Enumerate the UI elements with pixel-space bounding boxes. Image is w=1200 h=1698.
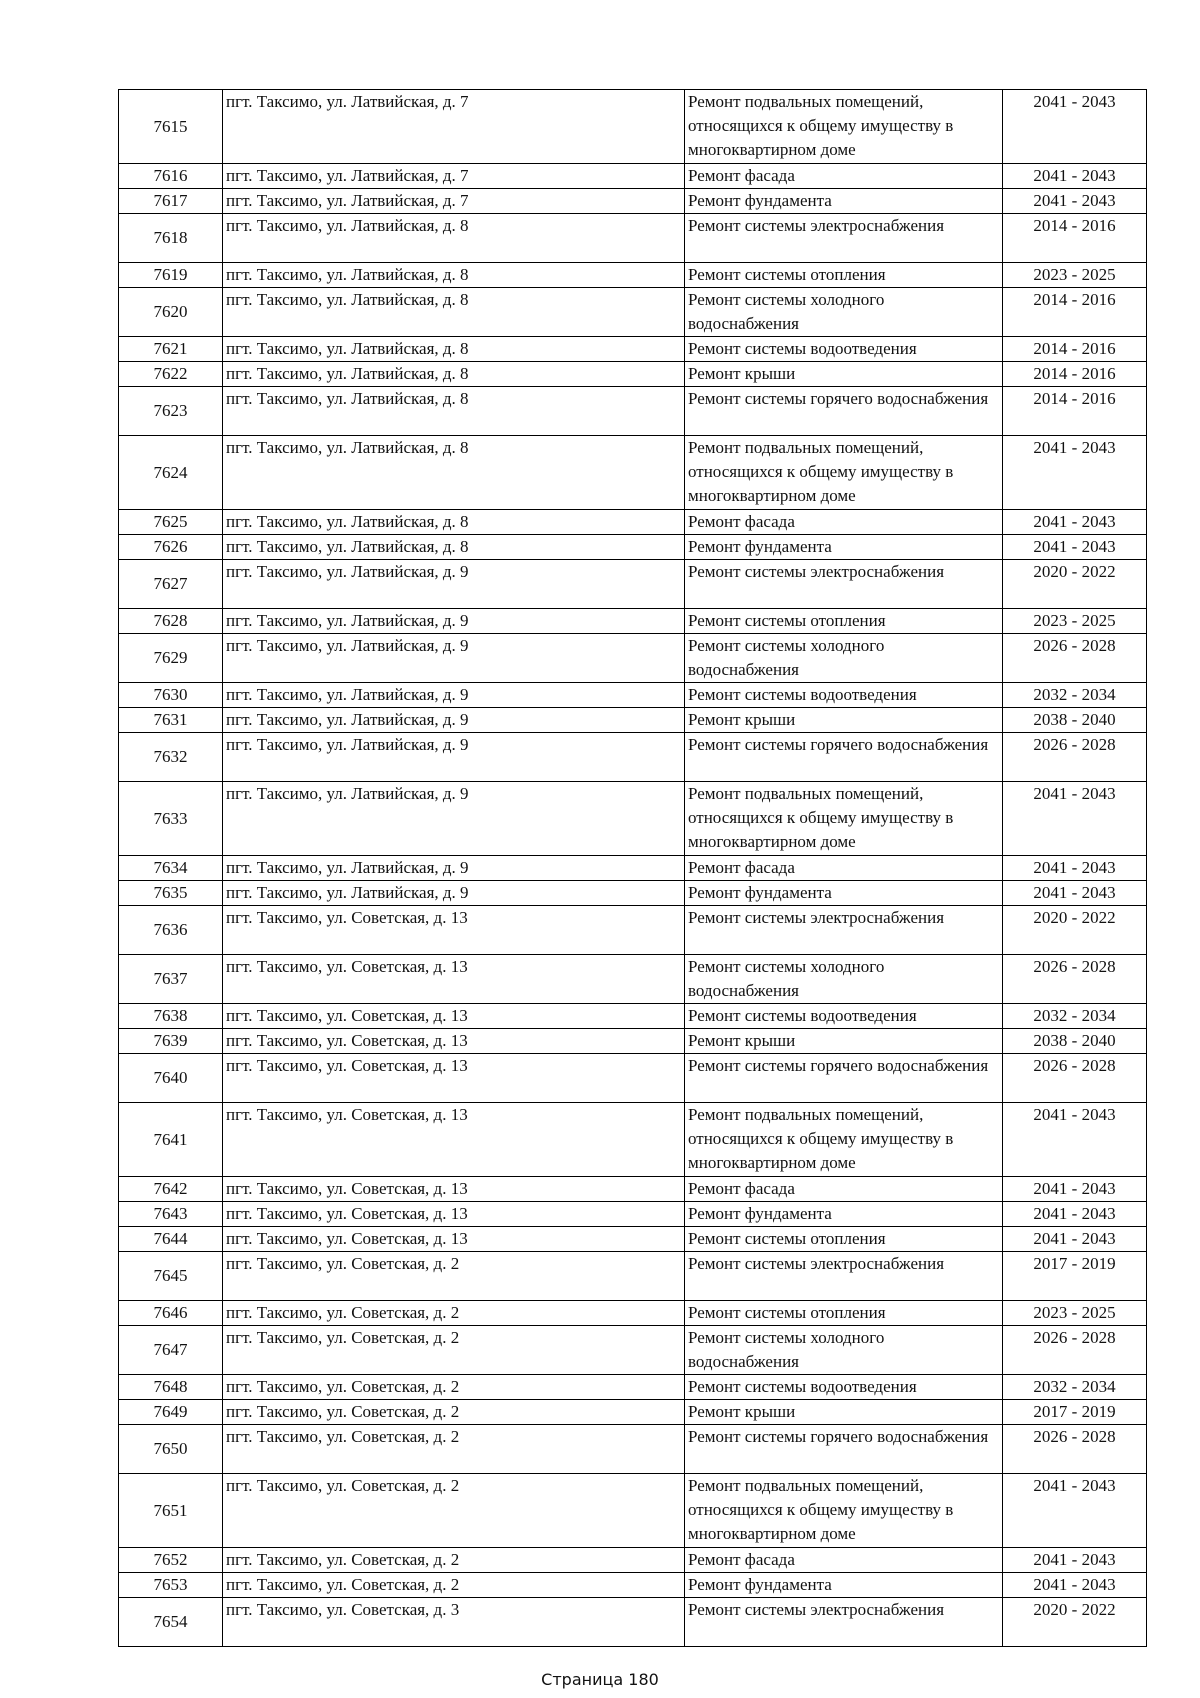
table-row bbox=[119, 856, 1147, 881]
row-number-cell: 7652 bbox=[119, 1548, 223, 1573]
period-cell: 2032 - 2034 bbox=[1003, 683, 1147, 708]
work-type-cell: Ремонт фундамента bbox=[685, 1573, 1003, 1598]
address-cell: пгт. Таксимо, ул. Латвийская, д. 8 bbox=[223, 535, 685, 560]
work-type-cell: Ремонт системы холодного водоснабжения bbox=[685, 634, 1003, 683]
period-cell: 2041 - 2043 bbox=[1003, 436, 1147, 510]
period-cell: 2017 - 2019 bbox=[1003, 1252, 1147, 1301]
period-cell: 2041 - 2043 bbox=[1003, 164, 1147, 189]
table-row bbox=[119, 362, 1147, 387]
address-cell: пгт. Таксимо, ул. Советская, д. 2 bbox=[223, 1400, 685, 1425]
address-cell: пгт. Таксимо, ул. Советская, д. 2 bbox=[223, 1425, 685, 1474]
period-cell: 2014 - 2016 bbox=[1003, 387, 1147, 436]
table-row bbox=[119, 288, 1147, 337]
row-number-cell: 7616 bbox=[119, 164, 223, 189]
period-cell: 2017 - 2019 bbox=[1003, 1400, 1147, 1425]
row-number-cell: 7637 bbox=[119, 955, 223, 1004]
table-row bbox=[119, 1474, 1147, 1548]
work-type-cell: Ремонт системы электроснабжения bbox=[685, 560, 1003, 609]
work-type-cell: Ремонт подвальных помещений, относящихся к общему имуществу в многоквартирном доме bbox=[685, 782, 1003, 856]
address-cell: пгт. Таксимо, ул. Латвийская, д. 7 bbox=[223, 189, 685, 214]
row-number-cell: 7635 bbox=[119, 881, 223, 906]
work-type-cell: Ремонт системы холодного водоснабжения bbox=[685, 288, 1003, 337]
period-cell: 2041 - 2043 bbox=[1003, 189, 1147, 214]
table-row bbox=[119, 708, 1147, 733]
work-type-cell: Ремонт подвальных помещений, относящихся к общему имуществу в многоквартирном доме bbox=[685, 1474, 1003, 1548]
table-row bbox=[119, 510, 1147, 535]
address-cell: пгт. Таксимо, ул. Советская, д. 2 bbox=[223, 1326, 685, 1375]
work-type-cell: Ремонт системы горячего водоснабжения bbox=[685, 387, 1003, 436]
address-cell: пгт. Таксимо, ул. Латвийская, д. 8 bbox=[223, 288, 685, 337]
work-type-cell: Ремонт фундамента bbox=[685, 189, 1003, 214]
work-type-cell: Ремонт фасада bbox=[685, 510, 1003, 535]
table-row bbox=[119, 1029, 1147, 1054]
row-number-cell: 7624 bbox=[119, 436, 223, 510]
period-cell: 2023 - 2025 bbox=[1003, 1301, 1147, 1326]
address-cell: пгт. Таксимо, ул. Латвийская, д. 8 bbox=[223, 337, 685, 362]
address-cell: пгт. Таксимо, ул. Советская, д. 2 bbox=[223, 1548, 685, 1573]
address-cell: пгт. Таксимо, ул. Советская, д. 13 bbox=[223, 1202, 685, 1227]
row-number-cell: 7645 bbox=[119, 1252, 223, 1301]
row-number-cell: 7630 bbox=[119, 683, 223, 708]
address-cell: пгт. Таксимо, ул. Советская, д. 13 bbox=[223, 1177, 685, 1202]
row-number-cell: 7639 bbox=[119, 1029, 223, 1054]
table-row bbox=[119, 683, 1147, 708]
table-row bbox=[119, 1573, 1147, 1598]
table-row bbox=[119, 906, 1147, 955]
table-row bbox=[119, 782, 1147, 856]
row-number-cell: 7629 bbox=[119, 634, 223, 683]
table-row bbox=[119, 189, 1147, 214]
period-cell: 2038 - 2040 bbox=[1003, 708, 1147, 733]
row-number-cell: 7632 bbox=[119, 733, 223, 782]
work-type-cell: Ремонт системы горячего водоснабжения bbox=[685, 733, 1003, 782]
address-cell: пгт. Таксимо, ул. Советская, д. 13 bbox=[223, 1103, 685, 1177]
row-number-cell: 7640 bbox=[119, 1054, 223, 1103]
period-cell: 2020 - 2022 bbox=[1003, 560, 1147, 609]
row-number-cell: 7638 bbox=[119, 1004, 223, 1029]
period-cell: 2041 - 2043 bbox=[1003, 1177, 1147, 1202]
address-cell: пгт. Таксимо, ул. Латвийская, д. 8 bbox=[223, 510, 685, 535]
address-cell: пгт. Таксимо, ул. Латвийская, д. 7 bbox=[223, 90, 685, 164]
period-cell: 2032 - 2034 bbox=[1003, 1004, 1147, 1029]
address-cell: пгт. Таксимо, ул. Советская, д. 2 bbox=[223, 1301, 685, 1326]
address-cell: пгт. Таксимо, ул. Советская, д. 13 bbox=[223, 1004, 685, 1029]
address-cell: пгт. Таксимо, ул. Латвийская, д. 9 bbox=[223, 733, 685, 782]
period-cell: 2041 - 2043 bbox=[1003, 510, 1147, 535]
address-cell: пгт. Таксимо, ул. Латвийская, д. 9 bbox=[223, 881, 685, 906]
table-row bbox=[119, 263, 1147, 288]
address-cell: пгт. Таксимо, ул. Латвийская, д. 9 bbox=[223, 634, 685, 683]
table-row bbox=[119, 337, 1147, 362]
table-row bbox=[119, 634, 1147, 683]
work-type-cell: Ремонт подвальных помещений, относящихся к общему имуществу в многоквартирном доме bbox=[685, 90, 1003, 164]
row-number-cell: 7623 bbox=[119, 387, 223, 436]
period-cell: 2020 - 2022 bbox=[1003, 1598, 1147, 1647]
row-number-cell: 7615 bbox=[119, 90, 223, 164]
address-cell: пгт. Таксимо, ул. Советская, д. 2 bbox=[223, 1252, 685, 1301]
row-number-cell: 7642 bbox=[119, 1177, 223, 1202]
work-type-cell: Ремонт системы электроснабжения bbox=[685, 1598, 1003, 1647]
row-number-cell: 7628 bbox=[119, 609, 223, 634]
row-number-cell: 7644 bbox=[119, 1227, 223, 1252]
row-number-cell: 7620 bbox=[119, 288, 223, 337]
period-cell: 2026 - 2028 bbox=[1003, 955, 1147, 1004]
address-cell: пгт. Таксимо, ул. Латвийская, д. 9 bbox=[223, 560, 685, 609]
work-type-cell: Ремонт фундамента bbox=[685, 881, 1003, 906]
address-cell: пгт. Таксимо, ул. Латвийская, д. 8 bbox=[223, 263, 685, 288]
period-cell: 2041 - 2043 bbox=[1003, 1227, 1147, 1252]
period-cell: 2026 - 2028 bbox=[1003, 733, 1147, 782]
work-type-cell: Ремонт фасада bbox=[685, 856, 1003, 881]
address-cell: пгт. Таксимо, ул. Латвийская, д. 8 bbox=[223, 387, 685, 436]
period-cell: 2014 - 2016 bbox=[1003, 288, 1147, 337]
row-number-cell: 7654 bbox=[119, 1598, 223, 1647]
period-cell: 2041 - 2043 bbox=[1003, 1202, 1147, 1227]
table-row bbox=[119, 164, 1147, 189]
period-cell: 2014 - 2016 bbox=[1003, 337, 1147, 362]
table-row bbox=[119, 881, 1147, 906]
row-number-cell: 7617 bbox=[119, 189, 223, 214]
work-type-cell: Ремонт системы водоотведения bbox=[685, 1004, 1003, 1029]
address-cell: пгт. Таксимо, ул. Советская, д. 13 bbox=[223, 1227, 685, 1252]
address-cell: пгт. Таксимо, ул. Советская, д. 2 bbox=[223, 1573, 685, 1598]
table-row bbox=[119, 955, 1147, 1004]
address-cell: пгт. Таксимо, ул. Латвийская, д. 9 bbox=[223, 708, 685, 733]
table-row bbox=[119, 1400, 1147, 1425]
table-row bbox=[119, 1301, 1147, 1326]
table-row bbox=[119, 1054, 1147, 1103]
work-type-cell: Ремонт фасада bbox=[685, 1177, 1003, 1202]
work-type-cell: Ремонт подвальных помещений, относящихся к общему имуществу в многоквартирном доме bbox=[685, 1103, 1003, 1177]
capital-repair-table bbox=[118, 89, 1147, 1647]
address-cell: пгт. Таксимо, ул. Латвийская, д. 9 bbox=[223, 782, 685, 856]
period-cell: 2026 - 2028 bbox=[1003, 634, 1147, 683]
table-row bbox=[119, 1177, 1147, 1202]
work-type-cell: Ремонт системы горячего водоснабжения bbox=[685, 1425, 1003, 1474]
table-row bbox=[119, 1548, 1147, 1573]
work-type-cell: Ремонт системы отопления bbox=[685, 1227, 1003, 1252]
work-type-cell: Ремонт системы электроснабжения bbox=[685, 214, 1003, 263]
table-row bbox=[119, 1598, 1147, 1647]
period-cell: 2014 - 2016 bbox=[1003, 214, 1147, 263]
work-type-cell: Ремонт крыши bbox=[685, 362, 1003, 387]
table-row bbox=[119, 1375, 1147, 1400]
period-cell: 2041 - 2043 bbox=[1003, 856, 1147, 881]
period-cell: 2041 - 2043 bbox=[1003, 1573, 1147, 1598]
address-cell: пгт. Таксимо, ул. Латвийская, д. 9 bbox=[223, 609, 685, 634]
work-type-cell: Ремонт фасада bbox=[685, 1548, 1003, 1573]
address-cell: пгт. Таксимо, ул. Советская, д. 13 bbox=[223, 1054, 685, 1103]
row-number-cell: 7647 bbox=[119, 1326, 223, 1375]
table-row bbox=[119, 733, 1147, 782]
period-cell: 2041 - 2043 bbox=[1003, 90, 1147, 164]
row-number-cell: 7621 bbox=[119, 337, 223, 362]
period-cell: 2041 - 2043 bbox=[1003, 535, 1147, 560]
period-cell: 2020 - 2022 bbox=[1003, 906, 1147, 955]
period-cell: 2041 - 2043 bbox=[1003, 1474, 1147, 1548]
row-number-cell: 7633 bbox=[119, 782, 223, 856]
work-type-cell: Ремонт системы водоотведения bbox=[685, 337, 1003, 362]
address-cell: пгт. Таксимо, ул. Латвийская, д. 9 bbox=[223, 683, 685, 708]
table-row bbox=[119, 1103, 1147, 1177]
row-number-cell: 7646 bbox=[119, 1301, 223, 1326]
period-cell: 2041 - 2043 bbox=[1003, 881, 1147, 906]
work-type-cell: Ремонт системы электроснабжения bbox=[685, 906, 1003, 955]
address-cell: пгт. Таксимо, ул. Советская, д. 2 bbox=[223, 1474, 685, 1548]
address-cell: пгт. Таксимо, ул. Латвийская, д. 7 bbox=[223, 164, 685, 189]
row-number-cell: 7626 bbox=[119, 535, 223, 560]
work-type-cell: Ремонт крыши bbox=[685, 708, 1003, 733]
table-row bbox=[119, 214, 1147, 263]
period-cell: 2026 - 2028 bbox=[1003, 1054, 1147, 1103]
period-cell: 2032 - 2034 bbox=[1003, 1375, 1147, 1400]
work-type-cell: Ремонт системы холодного водоснабжения bbox=[685, 955, 1003, 1004]
work-type-cell: Ремонт подвальных помещений, относящихся к общему имуществу в многоквартирном доме bbox=[685, 436, 1003, 510]
address-cell: пгт. Таксимо, ул. Латвийская, д. 8 bbox=[223, 436, 685, 510]
row-number-cell: 7631 bbox=[119, 708, 223, 733]
work-type-cell: Ремонт крыши bbox=[685, 1029, 1003, 1054]
row-number-cell: 7648 bbox=[119, 1375, 223, 1400]
row-number-cell: 7653 bbox=[119, 1573, 223, 1598]
table-row bbox=[119, 1227, 1147, 1252]
period-cell: 2041 - 2043 bbox=[1003, 782, 1147, 856]
work-type-cell: Ремонт фундамента bbox=[685, 535, 1003, 560]
address-cell: пгт. Таксимо, ул. Латвийская, д. 8 bbox=[223, 362, 685, 387]
table-row bbox=[119, 436, 1147, 510]
table-body bbox=[119, 90, 1147, 1647]
row-number-cell: 7641 bbox=[119, 1103, 223, 1177]
table-row bbox=[119, 387, 1147, 436]
work-type-cell: Ремонт системы отопления bbox=[685, 263, 1003, 288]
period-cell: 2023 - 2025 bbox=[1003, 263, 1147, 288]
address-cell: пгт. Таксимо, ул. Советская, д. 3 bbox=[223, 1598, 685, 1647]
row-number-cell: 7622 bbox=[119, 362, 223, 387]
address-cell: пгт. Таксимо, ул. Советская, д. 13 bbox=[223, 1029, 685, 1054]
address-cell: пгт. Таксимо, ул. Советская, д. 2 bbox=[223, 1375, 685, 1400]
row-number-cell: 7650 bbox=[119, 1425, 223, 1474]
row-number-cell: 7619 bbox=[119, 263, 223, 288]
table-row bbox=[119, 1252, 1147, 1301]
table-row bbox=[119, 1326, 1147, 1375]
work-type-cell: Ремонт системы горячего водоснабжения bbox=[685, 1054, 1003, 1103]
row-number-cell: 7634 bbox=[119, 856, 223, 881]
table-row bbox=[119, 90, 1147, 164]
work-type-cell: Ремонт системы холодного водоснабжения bbox=[685, 1326, 1003, 1375]
period-cell: 2023 - 2025 bbox=[1003, 609, 1147, 634]
table-row bbox=[119, 609, 1147, 634]
period-cell: 2038 - 2040 bbox=[1003, 1029, 1147, 1054]
row-number-cell: 7651 bbox=[119, 1474, 223, 1548]
work-type-cell: Ремонт системы отопления bbox=[685, 609, 1003, 634]
work-type-cell: Ремонт системы электроснабжения bbox=[685, 1252, 1003, 1301]
period-cell: 2026 - 2028 bbox=[1003, 1326, 1147, 1375]
row-number-cell: 7643 bbox=[119, 1202, 223, 1227]
row-number-cell: 7649 bbox=[119, 1400, 223, 1425]
address-cell: пгт. Таксимо, ул. Латвийская, д. 9 bbox=[223, 856, 685, 881]
table-row bbox=[119, 535, 1147, 560]
table-row bbox=[119, 1425, 1147, 1474]
period-cell: 2014 - 2016 bbox=[1003, 362, 1147, 387]
table-row bbox=[119, 1202, 1147, 1227]
row-number-cell: 7627 bbox=[119, 560, 223, 609]
address-cell: пгт. Таксимо, ул. Советская, д. 13 bbox=[223, 955, 685, 1004]
page-number: Страница 180 bbox=[541, 1670, 659, 1689]
address-cell: пгт. Таксимо, ул. Латвийская, д. 8 bbox=[223, 214, 685, 263]
work-type-cell: Ремонт фасада bbox=[685, 164, 1003, 189]
work-type-cell: Ремонт крыши bbox=[685, 1400, 1003, 1425]
table-row bbox=[119, 1004, 1147, 1029]
period-cell: 2026 - 2028 bbox=[1003, 1425, 1147, 1474]
row-number-cell: 7636 bbox=[119, 906, 223, 955]
period-cell: 2041 - 2043 bbox=[1003, 1103, 1147, 1177]
row-number-cell: 7618 bbox=[119, 214, 223, 263]
work-type-cell: Ремонт системы отопления bbox=[685, 1301, 1003, 1326]
address-cell: пгт. Таксимо, ул. Советская, д. 13 bbox=[223, 906, 685, 955]
work-type-cell: Ремонт фундамента bbox=[685, 1202, 1003, 1227]
work-type-cell: Ремонт системы водоотведения bbox=[685, 683, 1003, 708]
table-row bbox=[119, 560, 1147, 609]
period-cell: 2041 - 2043 bbox=[1003, 1548, 1147, 1573]
work-type-cell: Ремонт системы водоотведения bbox=[685, 1375, 1003, 1400]
row-number-cell: 7625 bbox=[119, 510, 223, 535]
